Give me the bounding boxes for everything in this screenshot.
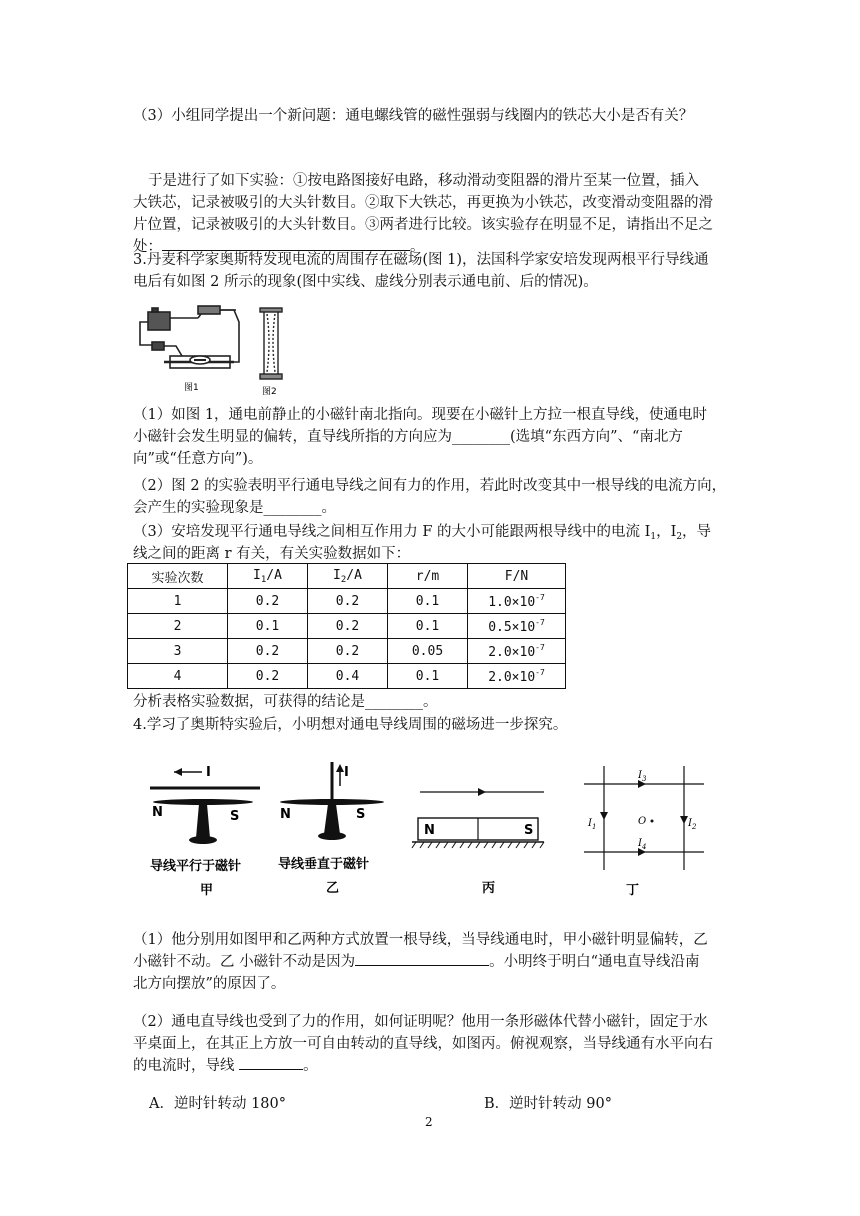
subscript: 2: [676, 532, 683, 542]
table-cell: 0.2: [308, 614, 388, 639]
table-cell: 4: [128, 664, 228, 689]
q3-p2-line-1: （2）图 2 的实验表明平行通电导线之间有力的作用，若此时改变其中一根导线的电流方向，: [133, 478, 727, 494]
table-cell: $1.0\times 10^{-7}$: [468, 589, 566, 614]
svg-text:I1: [587, 818, 596, 831]
table-cell: 0.1: [388, 614, 468, 639]
table-cell: 1: [128, 589, 228, 614]
table-cell: 0.2: [308, 589, 388, 614]
current-i3-subscript: 3: [641, 775, 647, 783]
figure-yi: [276, 760, 394, 900]
text-part: 的电流时，导线: [133, 1058, 240, 1074]
table-row: [128, 639, 566, 664]
q3-p2-line-2: 会产生的实验现象是________。: [133, 500, 336, 516]
current-label: I: [344, 765, 349, 780]
q4-intro: 4.学习了奥斯特实验后，小明想对通电导线周围的磁场进一步探究。: [133, 717, 568, 733]
label-suffix: 。: [410, 239, 425, 255]
north-label: N: [280, 807, 291, 822]
table-cell: 0.1: [228, 614, 308, 639]
figure-name: 丙: [482, 881, 496, 896]
table-cell: 0.1: [388, 589, 468, 614]
table-cell: $2.0\times 10^{-7}$: [468, 639, 566, 664]
table-cell: 3: [128, 639, 228, 664]
fig1-label: 图1: [184, 383, 199, 393]
label-prefix: 处：: [133, 239, 162, 255]
table-cell: 0.2: [228, 589, 308, 614]
header-cell: 实验次数: [128, 564, 228, 589]
figure-jia: [148, 760, 262, 900]
text-part: 小磁针不动。乙 小磁针不动是因为: [133, 954, 356, 970]
header-cell: $I_1/A$: [228, 564, 308, 589]
q4-p1-line-1: （1）他分别用如图甲和乙两种方式放置一根导线，当导线通电时，甲小磁针明显偏转，乙: [133, 932, 708, 948]
text-part: ，I: [656, 524, 677, 540]
current-i2-subscript: 2: [691, 823, 697, 831]
answer-blank[interactable]: [239, 1055, 303, 1070]
figure-caption: 导线平行于磁针: [150, 859, 242, 874]
table-row: [128, 664, 566, 689]
experiment-data-table: [127, 563, 566, 689]
fig2-label: 图2: [262, 387, 277, 397]
header-cell: F/N: [468, 564, 566, 589]
q4-p2-line-2: 平桌面上，在其正上方放一可自由转动的直导线，如图丙。俯视观察，当导线通有水平向右: [133, 1036, 713, 1052]
table-header-row: [128, 564, 566, 589]
q3-p1-line-2: 小磁针会发生明显的偏转，直导线所指的方向应为________(选填“东西方向”、“南北方: [133, 429, 683, 445]
experiment-line-2: 大铁芯，记录被吸引的大头针数目。②取下大铁芯，再更换为小铁芯，改变滑动变阻器的滑: [133, 195, 713, 211]
parallel-wires-figure: [256, 304, 288, 400]
current-i1-label: I: [588, 818, 592, 829]
table-cell: $0.5\times 10^{-7}$: [468, 614, 566, 639]
south-label: S: [524, 823, 534, 838]
north-label: N: [424, 823, 435, 838]
q3-part3-question: （3）小组同学提出一个新问题：通电螺线管的磁性强弱与线圈内的铁芯大小是否有关？: [133, 108, 694, 124]
figure-name: 乙: [326, 881, 340, 896]
south-label: S: [230, 809, 240, 824]
header-cell: r/m: [388, 564, 468, 589]
q3-intro-line-2: 电后有如图 2 所示的现象(图中实线、虚线分别表示通电前、后的情况)。: [133, 274, 598, 290]
experiment-line-3: 片位置，记录被吸引的大头针数目。③两者进行比较。该实验存在明显不足，请指出不足之: [133, 217, 713, 233]
experiment-line-1: 于是进行了如下实验：①按电路图接好电路，移动滑动变阻器的滑片至某一位置，插入: [148, 173, 699, 189]
subscript: 1: [650, 532, 657, 542]
table-cell: 0.05: [388, 639, 468, 664]
q3-p1-line-3: 向”或“任意方向”)。: [133, 451, 263, 467]
option-b[interactable]: B．逆时针转动 90°: [484, 1096, 612, 1112]
current-i4-subscript: 4: [641, 843, 647, 851]
option-a[interactable]: A．逆时针转动 180°: [149, 1096, 287, 1112]
figure-name: 甲: [200, 883, 214, 898]
text-part: ，导: [682, 524, 712, 540]
q3-p1-line-1: （1）如图 1，通电前静止的小磁针南北指向。现要在小磁针上方拉一根直导线，使通电时: [133, 407, 708, 423]
current-i2-label: I: [688, 818, 692, 829]
figure-name: 丁: [626, 883, 640, 898]
table-cell: 0.2: [308, 639, 388, 664]
south-label: S: [356, 807, 366, 822]
q4-p1-line-3: 北方向摆放”的原因了。: [133, 976, 286, 992]
text-part: 。: [303, 1058, 318, 1074]
table-cell: 0.2: [228, 639, 308, 664]
answer-blank[interactable]: [355, 951, 489, 966]
table-cell: $2.0\times 10^{-7}$: [468, 664, 566, 689]
q4-p1-line-2: [133, 951, 700, 973]
figure-caption: 导线垂直于磁针: [278, 857, 370, 872]
q3-p3-line-2: 线之间的距离 r 有关，有关实验数据如下：: [133, 546, 411, 562]
table-row: [128, 589, 566, 614]
figure-ding: [580, 762, 708, 898]
current-i1-subscript: 1: [591, 823, 597, 831]
q4-p2-line-3: [133, 1055, 318, 1077]
table-cell: 2: [128, 614, 228, 639]
current-i4-label: I: [638, 838, 642, 849]
text-part: （3）安培发现平行通电导线之间相互作用力 F 的大小可能跟两根导线中的电流 I: [133, 524, 651, 540]
table-cell: 0.1: [388, 664, 468, 689]
q3-conclusion: 分析表格实验数据，可获得的结论是________。: [133, 694, 438, 710]
north-label: N: [152, 805, 163, 820]
center-o-label: O: [638, 816, 647, 827]
q3-intro-line-1: 3.丹麦科学家奥斯特发现电流的周围存在磁场(图 1)，法国科学家安培发现两根平行导线通: [133, 252, 709, 268]
table-cell: 0.2: [228, 664, 308, 689]
text-part: 。小明终于明白“通电直导线沿南: [489, 954, 700, 970]
table-cell: 0.4: [308, 664, 388, 689]
svg-text:I2: [687, 818, 697, 831]
page-number: 2: [425, 1115, 433, 1129]
figure-bing: [410, 778, 550, 898]
q4-p2-line-1: （2）通电直导线也受到了力的作用，如何证明呢？他用一条形磁体代替小磁针，固定于水: [133, 1014, 708, 1030]
header-cell: $I_2/A$: [308, 564, 388, 589]
current-i3-label: I: [638, 770, 642, 781]
current-label: I: [206, 765, 211, 780]
table-row: [128, 614, 566, 639]
